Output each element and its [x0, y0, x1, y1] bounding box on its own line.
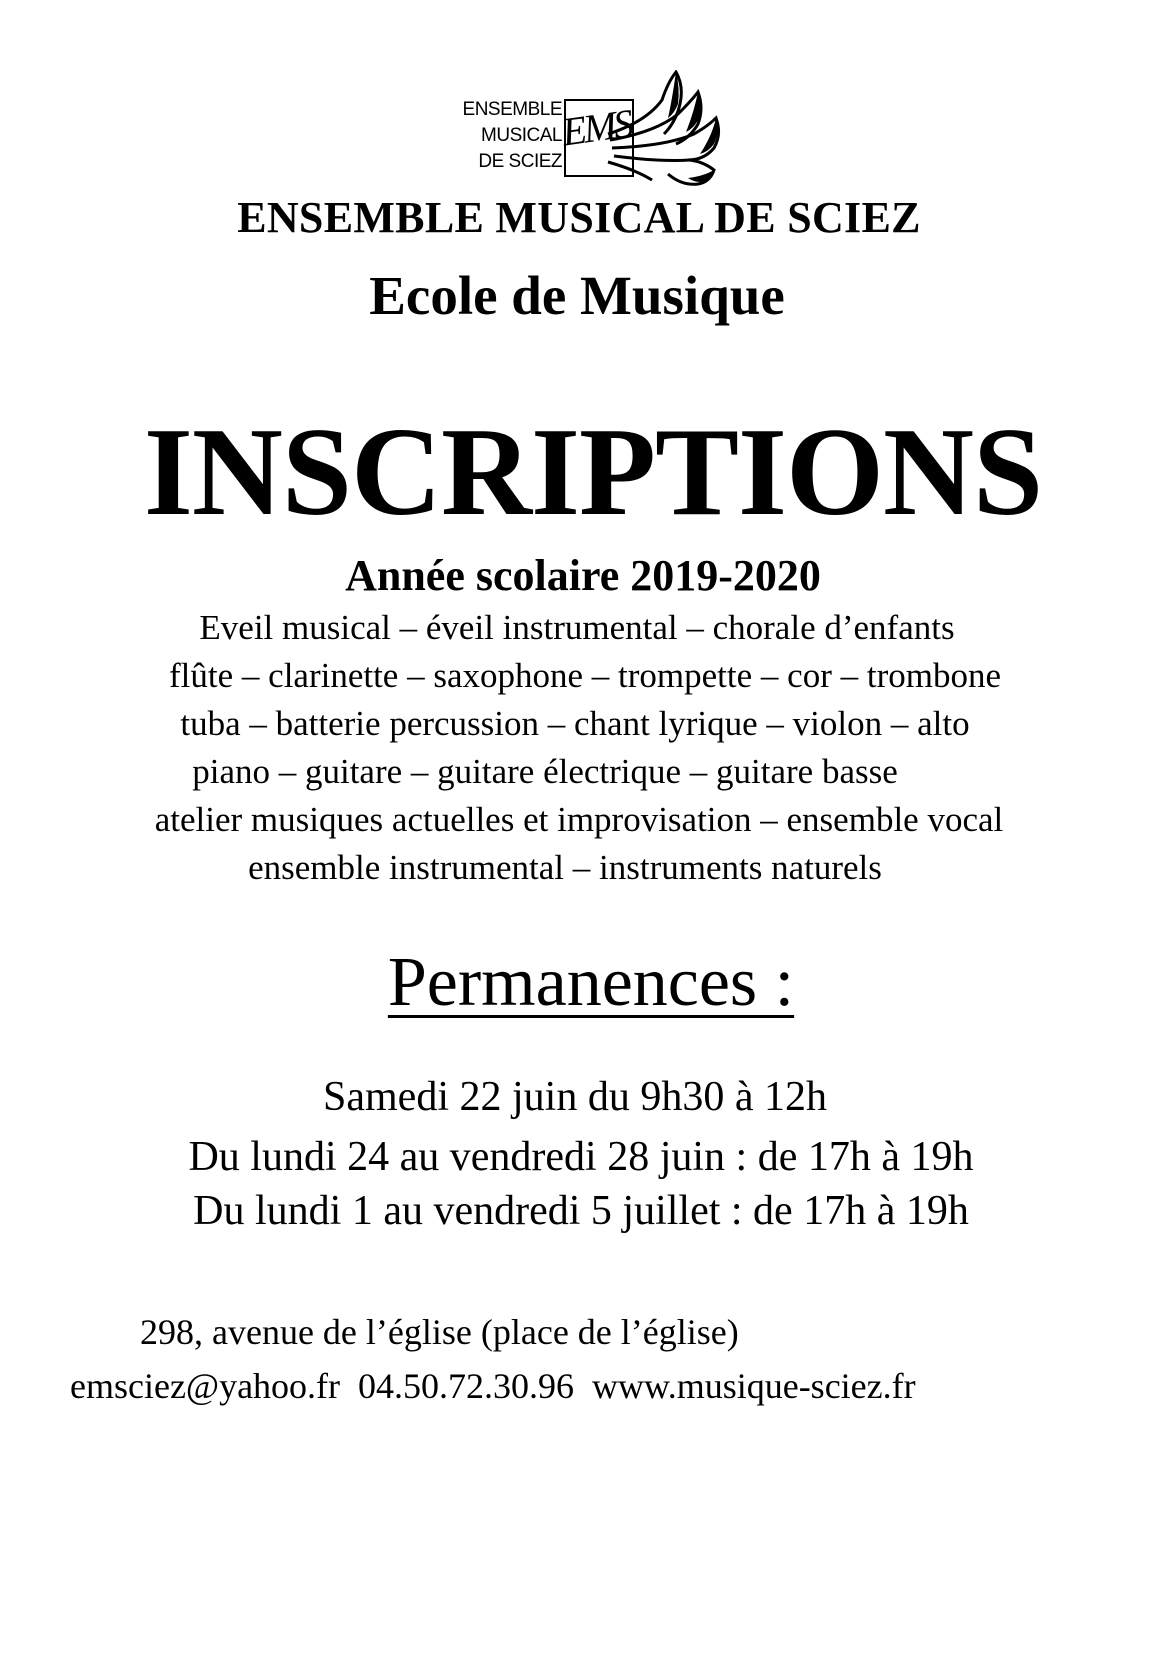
course-line: flûte – clarinette – saxophone – trompette – cor – trombone — [169, 656, 1001, 695]
school-year: Année scolaire 2019-2020 — [345, 551, 821, 600]
horns-icon — [606, 70, 736, 188]
phone-number: 04.50.72.30.96 — [358, 1366, 575, 1406]
contact-line — [70, 1368, 916, 1404]
website-link[interactable]: www.musique-sciez.fr — [592, 1366, 916, 1406]
ems-logo — [438, 70, 738, 188]
org-name: ENSEMBLE MUSICAL DE SCIEZ — [237, 193, 921, 242]
logo-line-de-sciez: DE SCIEZ — [478, 151, 562, 172]
logo-monogram: EMS — [559, 100, 634, 155]
address: 298, avenue de l’église (place de l’église) — [140, 1312, 739, 1352]
email-link[interactable]: emsciez@yahoo.fr — [70, 1366, 341, 1406]
course-line: ensemble instrumental – instruments naturels — [248, 848, 882, 887]
logo-line-musical: MUSICAL — [481, 125, 562, 146]
permanence-date: Du lundi 1 au vendredi 5 juillet : de 17h à 19h — [193, 1188, 969, 1234]
course-line: tuba – batterie percussion – chant lyrique – violon – alto — [180, 704, 970, 743]
course-line: Eveil musical – éveil instrumental – chorale d’enfants — [199, 608, 955, 647]
permanence-date: Samedi 22 juin du 9h30 à 12h — [323, 1074, 827, 1120]
school-title: Ecole de Musique — [369, 265, 785, 326]
course-line: atelier musiques actuelles et improvisation – ensemble vocal — [154, 800, 1004, 839]
page-title: INSCRIPTIONS — [143, 403, 1043, 542]
permanence-date: Du lundi 24 au vendredi 28 juin : de 17h à 19h — [188, 1134, 974, 1180]
course-line: piano – guitare – guitare électrique – guitare basse — [192, 752, 898, 791]
permanences-heading: Permanences : — [387, 944, 795, 1021]
logo-line-ensemble: ENSEMBLE — [462, 99, 562, 120]
